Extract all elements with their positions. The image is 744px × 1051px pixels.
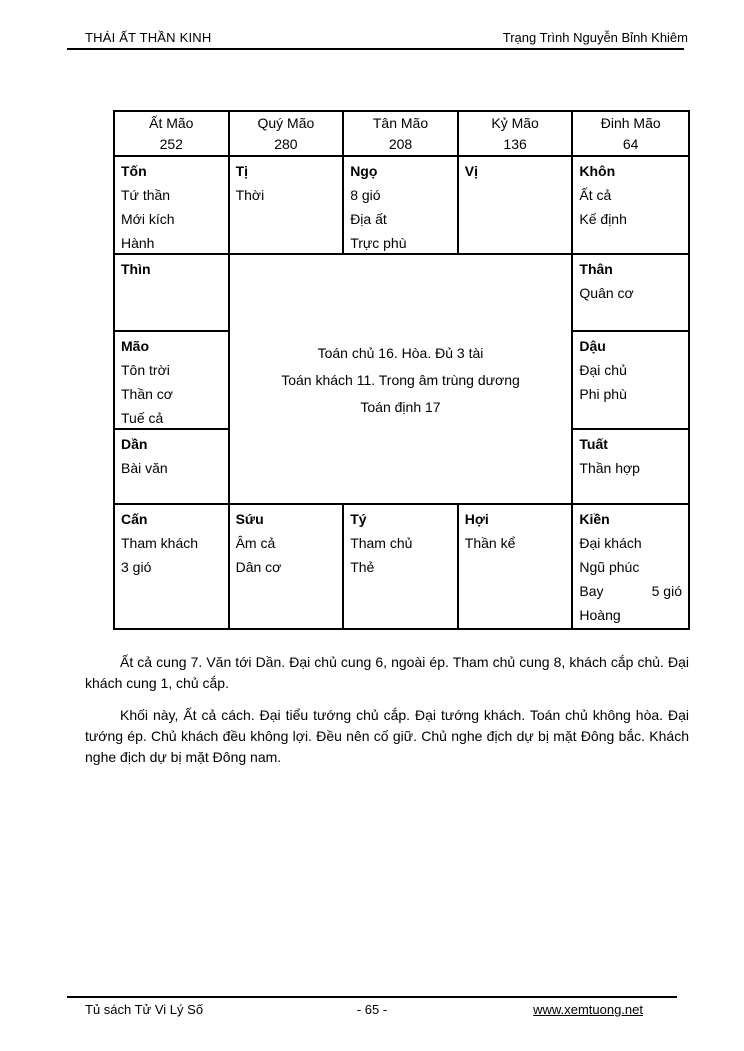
cell-line: Hoàng: [579, 607, 621, 623]
branch-label: Thìn: [121, 261, 151, 277]
cell-line: Thời: [235, 187, 265, 203]
branch-label: Tuất: [579, 436, 608, 452]
year-name: Tân Mão: [372, 115, 429, 131]
cell-dan: [115, 430, 230, 505]
cell-line: Tứ thần: [121, 187, 171, 203]
cell-line: 8 gió: [350, 187, 381, 203]
cell-khon: [573, 157, 688, 255]
center-summary: [230, 255, 574, 505]
cell-line: Tham khách: [121, 535, 199, 551]
branch-label: Khôn: [579, 163, 616, 179]
cell-line: Thần kể: [464, 535, 516, 551]
cell-thin: [115, 255, 230, 332]
cell-kien: [573, 505, 688, 628]
cell-line: Mới kích: [121, 211, 175, 227]
cell-line: Thẻ: [350, 559, 375, 575]
branch-label: Tị: [235, 163, 249, 179]
cell-line: Đại chủ: [579, 362, 627, 378]
year-cell-quy-mao: [230, 112, 345, 157]
toan-chu-line: Toán chủ 16. Hòa. Đủ 3 tài: [317, 344, 484, 361]
cell-line: Ất cả: [579, 187, 612, 203]
branch-label: Tốn: [121, 163, 147, 179]
cell-line: 5 gió: [651, 583, 682, 599]
year-value: 136: [503, 136, 527, 152]
cell-dau: [573, 332, 688, 430]
year-cell-dinh-mao: [573, 112, 688, 157]
running-header-title: THÁI ẤT THẦN KINH: [85, 30, 212, 45]
toan-dinh-line: Toán định 17: [360, 398, 441, 415]
year-cell-at-mao: [115, 112, 230, 157]
footer-page-number: - 65 -: [356, 1002, 388, 1017]
cell-mao: [115, 332, 230, 430]
branch-label: Sứu: [235, 511, 264, 527]
kien-split-line: [579, 579, 682, 603]
branch-label: Mão: [121, 338, 149, 354]
cell-line: Địa ất: [350, 211, 387, 227]
year-name: Đinh Mão: [600, 115, 661, 131]
year-name: Kỷ Mão: [491, 115, 539, 131]
branch-label: Vị: [464, 163, 479, 179]
cell-hoi: [459, 505, 574, 628]
cell-line: Dân cơ: [235, 559, 282, 575]
cell-line: Quân cơ: [579, 285, 634, 301]
footer-series-title: Tủ sách Tử Vi Lý Số: [85, 1002, 204, 1017]
cell-tuat: [573, 430, 688, 505]
branch-label: Thân: [579, 261, 613, 277]
cell-line: Âm cả: [235, 535, 276, 551]
cell-ngo: [344, 157, 459, 255]
branch-label: Tý: [350, 511, 367, 527]
cell-can: [115, 505, 230, 628]
cell-line: 3 gió: [121, 559, 152, 575]
year-name: Quý Mão: [257, 115, 315, 131]
branch-label: Dần: [121, 436, 148, 452]
cell-line: Tham chủ: [350, 535, 413, 551]
year-name: Ất Mão: [149, 115, 194, 131]
paragraph-1: Ất cả cung 7. Văn tới Dần. Đại chủ cung 6, ngoài ép. Tham chủ cung 8, khách cắp chủ. Đại khách cung 1, chủ cắp.: [85, 654, 689, 691]
cell-line: Bài văn: [121, 460, 168, 476]
thai-at-chart: [113, 110, 690, 630]
cell-line: Hành: [121, 235, 155, 251]
cell-line: Thần cơ: [121, 386, 173, 402]
cell-line: Trực phù: [350, 235, 407, 251]
year-value: 64: [622, 136, 639, 152]
cell-ton: [115, 157, 230, 255]
cell-ti: [230, 157, 345, 255]
toan-khach-line: Toán khách 11. Trong âm trùng dương: [281, 371, 520, 388]
cell-vi: [459, 157, 574, 255]
footer-website-link[interactable]: www.xemtuong.net: [533, 1002, 643, 1017]
header-rule: [67, 48, 684, 50]
cell-than: [573, 255, 688, 332]
running-header-author: Trạng Trình Nguyễn Bỉnh Khiêm: [502, 30, 688, 45]
cell-line: Thần hợp: [579, 460, 640, 476]
cell-suu: [230, 505, 345, 628]
cell-ty: [344, 505, 459, 628]
cell-line: Tuế cả: [121, 410, 164, 426]
year-value: 208: [388, 136, 413, 152]
branch-label: Ngọ: [350, 163, 378, 179]
year-cell-tan-mao: [344, 112, 459, 157]
cell-line: Tôn trời: [121, 362, 170, 378]
footer-rule: [67, 996, 677, 998]
cell-line: Đại khách: [579, 535, 642, 551]
branch-label: Kiền: [579, 511, 610, 527]
year-cell-ky-mao: [459, 112, 574, 157]
cell-line: Kế định: [579, 211, 627, 227]
branch-label: Hợi: [464, 511, 489, 527]
cell-line: Bay: [579, 583, 604, 599]
branch-label: Cấn: [121, 511, 148, 527]
cell-line: Ngũ phúc: [579, 559, 640, 575]
commentary-section: [85, 652, 689, 779]
paragraph-2: Khối này, Ất cả cách. Đại tiểu tướng chủ cắp. Đại tướng khách. Toán chủ không hòa. Đại tướng ép. Chủ khách đều không lợi. Đều nên cố giữ. Chủ nghe địch dự bị mặt Đông bắc. Khách nghe địch dự bị mặt Đông nam.: [85, 707, 689, 765]
branch-label: Dậu: [579, 338, 606, 354]
cell-line: Phi phù: [579, 386, 627, 402]
year-value: 252: [159, 136, 183, 152]
year-value: 280: [274, 136, 298, 152]
